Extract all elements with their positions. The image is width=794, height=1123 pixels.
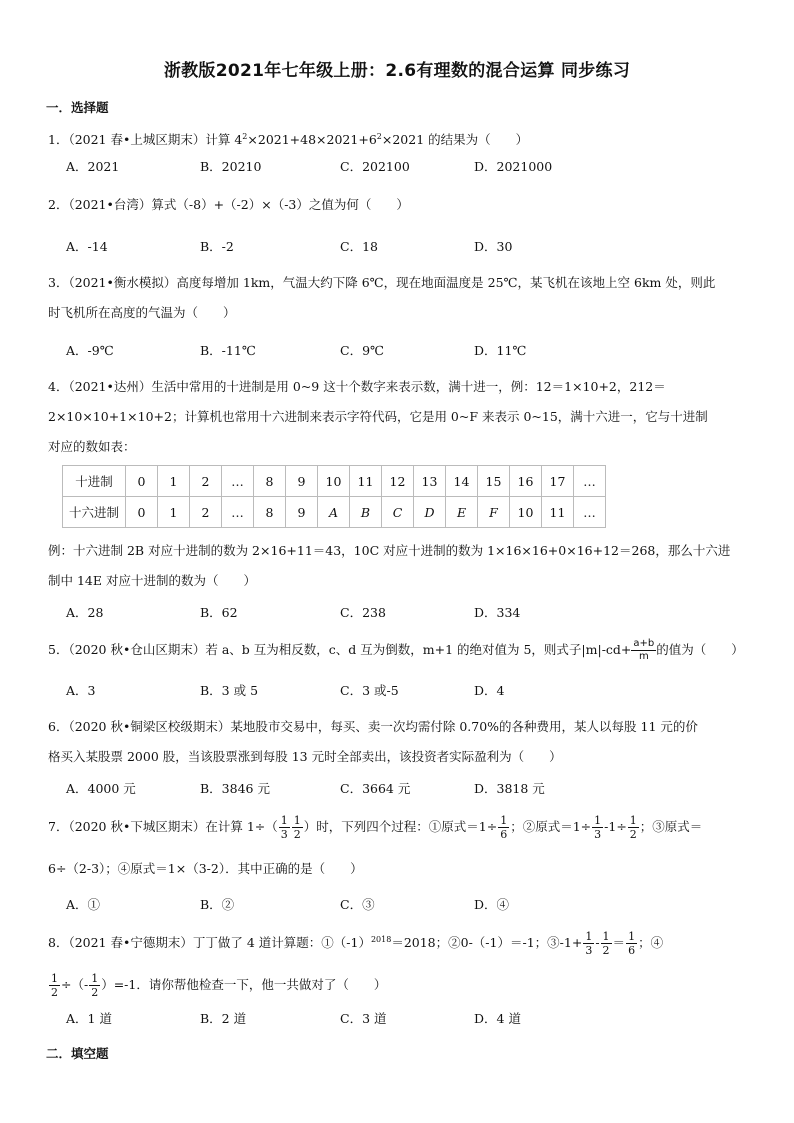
section-heading-fill-in: 二．填空题 <box>46 1046 109 1061</box>
question-8-line-2: $\frac{1}{2}$ ÷（- $\frac{1}{2}$ ）=-1．请你帮他检查一下，他一共做对了（ ） <box>51 972 387 999</box>
table-cell: 15 <box>478 466 510 497</box>
question-2-options <box>66 238 686 256</box>
option-d: D．30 <box>474 239 513 254</box>
option-c: C．3664 元 <box>340 781 411 796</box>
option-c: C．3 道 <box>340 1011 387 1026</box>
fraction: $\frac{1}{2}$ <box>629 814 637 841</box>
table-cell: C <box>382 497 414 528</box>
fraction: $\frac{1}{3}$ <box>585 930 593 957</box>
fraction: $\frac{1}{2}$ <box>91 972 99 999</box>
page-title: 浙教版2021年七年级上册：2.6有理数的混合运算 同步练习 <box>163 61 631 81</box>
fraction: $\frac{1}{2}$ <box>602 930 610 957</box>
section-heading-choice: 一．选择题 <box>46 100 109 115</box>
option-c: C．9℃ <box>340 343 385 358</box>
question-5: 5．（2020 秋•仓山区期末）若 a、b 互为相反数，c、d 互为倒数，m+1 的绝对值为 5，则式子|m|-cd+ $\frac{a+b}{m}$ 的值为（ ） <box>48 638 744 662</box>
row-header: 十进制 <box>63 466 126 497</box>
option-d: D．2021000 <box>474 159 553 174</box>
question-3-line-2: 时飞机所在高度的气温为（ ） <box>48 305 236 320</box>
question-6-line-1: 6．（2020 秋•铜梁区校级期末）某地股市交易中，每买、卖一次均需付除 0.70%的各种费用，某人以每股 11 元的价 <box>48 719 698 734</box>
table-cell: 17 <box>542 466 574 497</box>
table-cell: 16 <box>510 466 542 497</box>
question-6-options <box>66 780 686 798</box>
option-a: A．-9℃ <box>66 343 114 358</box>
question-4-line-3: 对应的数如表： <box>48 439 136 454</box>
table-cell: 10 <box>510 497 542 528</box>
question-7-line-1: 7．（2020 秋•下城区期末）在计算 1÷（ $\frac{1}{3}$ $\frac{1}{2}$ ）时，下列四个过程：①原式＝1÷ $\frac{1}{6}$ ；②原式＝1÷ $\frac{1}{3}$ -1÷ $\frac{1}{2}$ ；③原式＝ <box>48 814 703 841</box>
option-d: D．4 <box>474 683 505 698</box>
table-cell: 8 <box>254 466 286 497</box>
option-d: D．11℃ <box>474 343 527 358</box>
option-b: B．-11℃ <box>200 343 256 358</box>
option-c: C．③ <box>340 897 375 912</box>
table-cell: B <box>350 497 382 528</box>
option-c: C．238 <box>340 605 386 620</box>
option-a: A．4000 元 <box>66 781 136 796</box>
table-cell: D <box>414 497 446 528</box>
table-cell: 0 <box>126 497 158 528</box>
base-conversion-table <box>62 465 606 528</box>
question-1-options <box>66 158 686 176</box>
option-b: B．2 道 <box>200 1011 247 1026</box>
question-8-line-1: 8．（2021 春•宁德期末）丁丁做了 4 道计算题：$①(-1)^{2018}=2018$；②0-（-1）＝-1；③-1+ $\frac{1}{3}$ - $\frac{1}{2}$ ＝ $\frac{1}{6}$ ；④ <box>48 930 664 957</box>
option-b: B．② <box>200 897 235 912</box>
table-cell: 9 <box>286 466 318 497</box>
row-header: 十六进制 <box>63 497 126 528</box>
table-cell: 13 <box>414 466 446 497</box>
table-cell: 1 <box>158 497 190 528</box>
option-d: D．④ <box>474 897 510 912</box>
option-d: D．4 道 <box>474 1011 521 1026</box>
option-a: A．1 道 <box>66 1011 112 1026</box>
table-row-hexadecimal <box>63 497 606 528</box>
question-1: 1．（2021 春•上城区期末）计算 $4^2\times 2021+48\times 2021+6^2\times 2021$ 的结果为（ ） <box>48 132 529 148</box>
fraction: $\frac{1}{2}$ <box>293 814 301 841</box>
table-cell: 2 <box>190 466 222 497</box>
table-cell: A <box>318 497 350 528</box>
table-cell: 14 <box>446 466 478 497</box>
fraction: $\frac{1}{3}$ <box>280 814 288 841</box>
table-cell: F <box>478 497 510 528</box>
fraction: $\frac{1}{2}$ <box>51 972 58 999</box>
question-6-line-2: 格买入某股票 2000 股，当该股票涨到每股 13 元时全部卖出，该投资者实际盈利为（ ） <box>48 749 562 764</box>
option-d: D．3818 元 <box>474 781 545 796</box>
question-7-line-2: 6÷（2-3）；④原式＝1×（3-2）．其中正确的是（ ） <box>48 861 363 876</box>
option-b: B．-2 <box>200 239 234 254</box>
question-8-options <box>66 1010 686 1028</box>
option-d: D．334 <box>474 605 521 620</box>
question-4-line-1: 4．（2021•达州）生活中常用的十进制是用 0~9 这十个数字来表示数，满十进一，例：12＝1×10+2，212＝ <box>48 379 666 394</box>
fraction: $\frac{a+b}{m}$ <box>633 638 655 662</box>
question-3-options <box>66 342 686 360</box>
table-cell: 2 <box>190 497 222 528</box>
table-cell: E <box>446 497 478 528</box>
option-c: C．202100 <box>340 159 410 174</box>
question-7-options <box>66 896 686 914</box>
question-4-line-4: 例：十六进制 2B 对应十进制的数为 2×16+11＝43，10C 对应十进制的数为 1×16×16+0×16+12＝268，那么十六进 <box>48 543 731 558</box>
option-a: A．2021 <box>66 159 120 174</box>
fraction: $\frac{1}{6}$ <box>500 814 508 841</box>
question-5-options <box>66 682 686 700</box>
option-b: B．3846 元 <box>200 781 270 796</box>
table-cell: 0 <box>126 466 158 497</box>
table-cell: 11 <box>350 466 382 497</box>
option-b: B．62 <box>200 605 238 620</box>
option-a: A．-14 <box>66 239 108 254</box>
table-cell: 9 <box>286 497 318 528</box>
option-b: B．3 或 5 <box>200 683 259 698</box>
option-b: B．20210 <box>200 159 262 174</box>
question-4-line-2: 2×10×10+1×10+2；计算机也常用十六进制来表示字符代码，它是用 0~F 来表示 0~15，满十六进一，它与十进制 <box>48 409 708 424</box>
option-a: A．3 <box>66 683 96 698</box>
table-cell: … <box>222 466 254 497</box>
table-cell: 10 <box>318 466 350 497</box>
table-cell: 8 <box>254 497 286 528</box>
fraction: $\frac{1}{3}$ <box>594 814 602 841</box>
fraction: $\frac{1}{6}$ <box>628 930 636 957</box>
option-c: C．18 <box>340 239 378 254</box>
table-cell: … <box>574 466 606 497</box>
question-3-line-1: 3．（2021•衡水模拟）高度每增加 1km，气温大约下降 6℃，现在地面温度是 25℃，某飞机在该地上空 6km 处，则此 <box>48 275 716 290</box>
table-row-decimal <box>63 466 606 497</box>
option-c: C．3 或-5 <box>340 683 399 698</box>
question-2: 2．（2021•台湾）算式（-8）+（-2）×（-3）之值为何（ ） <box>48 197 409 212</box>
question-4-line-5: 制中 14E 对应十进制的数为（ ） <box>48 573 256 588</box>
option-a: A．① <box>66 897 101 912</box>
question-4-options <box>66 604 686 622</box>
table-cell: … <box>574 497 606 528</box>
table-cell: … <box>222 497 254 528</box>
table-cell: 11 <box>542 497 574 528</box>
table-cell: 12 <box>382 466 414 497</box>
option-a: A．28 <box>66 605 104 620</box>
table-cell: 1 <box>158 466 190 497</box>
